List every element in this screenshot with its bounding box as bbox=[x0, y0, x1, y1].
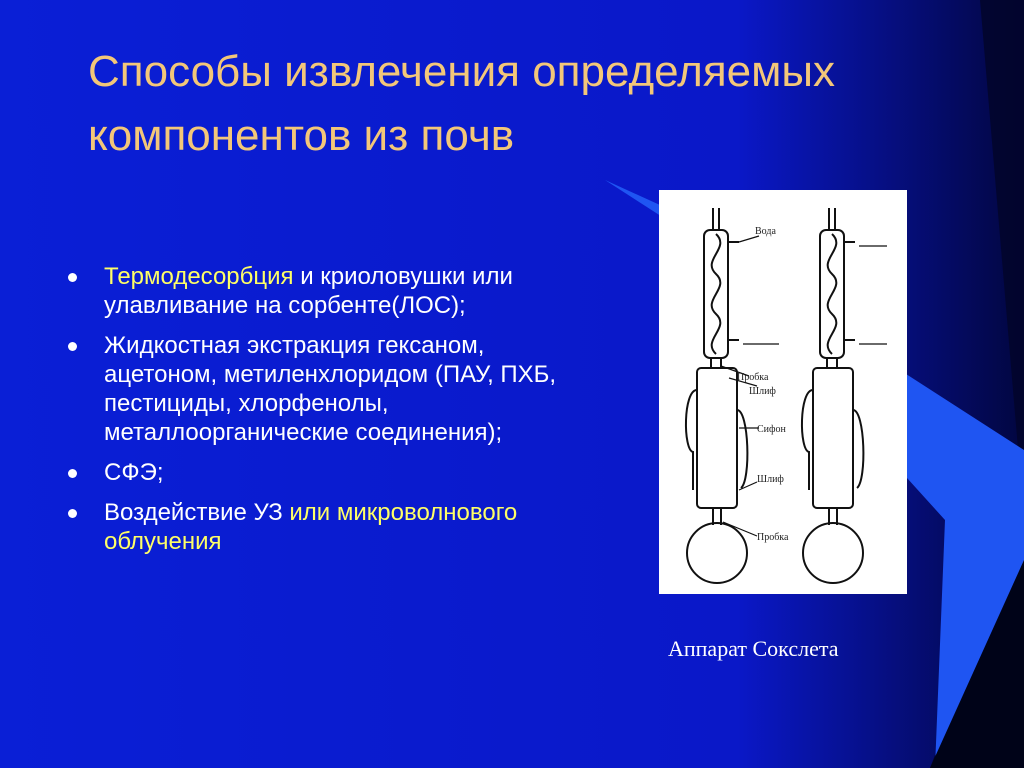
figure-caption: Аппарат Сокслета bbox=[668, 636, 839, 661]
slide-title: Способы извлечения определяемых компонентов из почв bbox=[88, 47, 836, 160]
label-joint-bottom: Шлиф bbox=[757, 474, 784, 485]
bullet-item bbox=[64, 458, 604, 487]
bullet-list bbox=[64, 262, 604, 567]
bullet-highlight: или микроволнового облучения bbox=[104, 499, 518, 555]
bullet-text: и криоловушки или улавливание на сорбенте(ЛОС); bbox=[104, 263, 513, 319]
bullet-text: Воздействие УЗ bbox=[104, 499, 290, 526]
bullet-item bbox=[64, 262, 604, 320]
bullet-dot bbox=[68, 342, 77, 351]
label-siphon: Сифон bbox=[757, 424, 786, 435]
bullet-dot bbox=[68, 273, 77, 282]
label-stopper-top: Пробка bbox=[737, 372, 769, 383]
soxhlet-figure bbox=[659, 190, 907, 594]
label-water: Вода bbox=[755, 226, 776, 237]
bullet-text: Жидкостная экстракция гексаном, ацетоном, метиленхлоридом (ПАУ, ПХБ, пестициды, хлорфенолы, металлоорганические соединения); bbox=[104, 332, 557, 446]
soxhlet-apparatus-drawing bbox=[659, 190, 907, 594]
label-joint-top: Шлиф bbox=[749, 386, 776, 397]
bullet-text: СФЭ; bbox=[104, 459, 164, 486]
bullet-highlight: Термодесорбция bbox=[104, 263, 294, 290]
bullet-dot bbox=[68, 469, 77, 478]
bullet-item bbox=[64, 331, 604, 447]
label-stopper-bottom: Пробка bbox=[757, 532, 789, 543]
bullet-item bbox=[64, 498, 604, 556]
bullet-dot bbox=[68, 509, 77, 518]
